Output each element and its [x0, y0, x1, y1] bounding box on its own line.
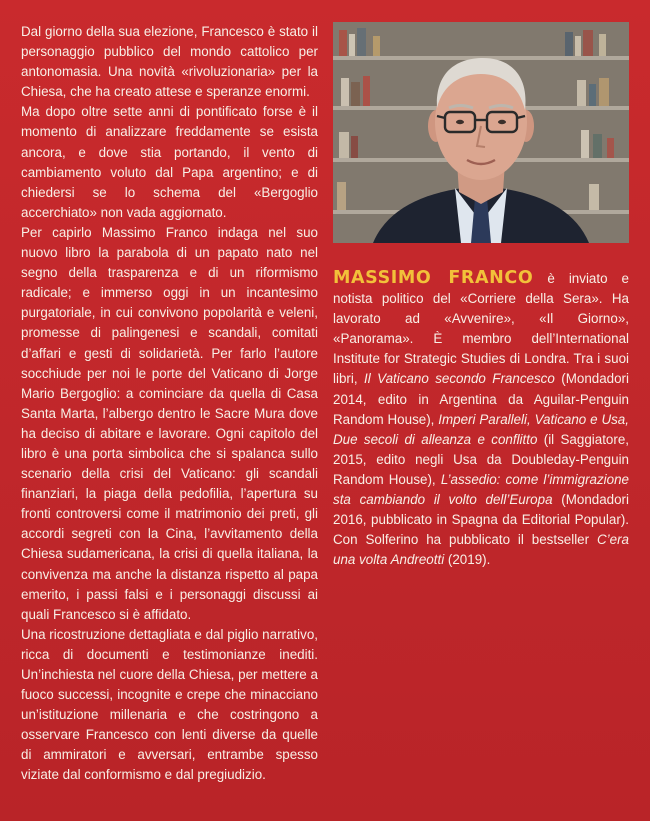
author-photo — [333, 22, 629, 243]
author-bio-part-5: (2019). — [444, 552, 491, 568]
book-title-1: Il Vaticano secondo Francesco — [364, 371, 555, 387]
book-synopsis — [21, 22, 318, 786]
author-bio — [333, 268, 629, 570]
book-title-4: C’era una volta Andreotti — [333, 532, 629, 568]
book-title-3: L’assedio: come l’immigrazione sta cambiando il volto dell’Europa — [333, 471, 629, 508]
author-bio-part-3: (il Saggiatore, 2015, edito negli Usa da Doubleday-Penguin Random House), — [333, 431, 629, 487]
author-bio-part-2: (Mondadori 2014, edito in Argentina da Aguilar-Penguin Random House), — [333, 371, 629, 427]
synopsis-paragraph-2: Ma dopo oltre sette anni di pontificato forse è il momento di analizzare freddamente se esista ancora, e dove stia portando, il vento di cambiamento voluto dal Papa argentino; e di chiedersi se lo schema del «Bergoglio accerchiato» non vada aggiornato. — [21, 104, 318, 220]
author-bio-part-4: (Mondadori 2016, pubblicato in Spagna da Editorial Popular). Con Solferino ha pubblicato il bestseller — [333, 492, 629, 548]
book-title-2: Imperi Paralleli, Vaticano e Usa, Due secoli di alleanza e conflitto — [333, 411, 629, 447]
author-bio-part-1: è inviato e notista politico del «Corriere della Sera». Ha lavorato ad «Avvenire», «Il Giorno», «Panorama». È membro dell’International Institute for Strategic Studies di Londra. Tra i suoi libri, — [333, 271, 630, 387]
synopsis-paragraph-1: Dal giorno della sua elezione, Francesco è stato il personaggio pubblico del mondo cattolico per antonomasia. Una novità «rivoluzionaria» per la Chiesa, che ha creato attese e speranze enormi. — [21, 24, 318, 100]
synopsis-paragraph-3: Per capirlo Massimo Franco indaga nel suo nuovo libro la parabola di un papato nato nel segno della trasparenza e di un riformismo radicale; e immerso oggi in un incantesimo purgatoriale, in cui convivono popolarità e veleni, promesse di palingenesi e scandali, comitati d’affari e gesti di solidarietà. Per farlo l’autore socchiude per noi le porte del Vaticano di Jorge Mario Bergoglio: a cominciare da quella di Casa Santa Marta, l’albergo dentro le Sacre Mura dove ha deciso di abitare e lavorare. Ogni capitolo del libro è una porta simbolica che si spalanca sullo scenario della crisi del Vaticano: gli scandali finanziari, la piaga della pedofilia, l’apertura su fronti controversi come il matrimonio dei preti, gli accordi segreti con la Cina, l’avvitamento della Chiesa sudamericana, la crisi di quella italiana, la convivenza ma anche la distanza rispetto al papa emerito, i passi falsi e i personaggi discussi ai quali Francesco si è affidato. — [21, 224, 318, 622]
synopsis-paragraph-4: Una ricostruzione dettagliata e dal piglio narrativo, ricca di documenti e testimonianze inediti. Un’inchiesta nel cuore della Chiesa, per mettere a fuoco successi, incognite e crepe che minacciano un’istituzione millenaria e che costringono a osservare Francesco con lenti diverse da quelle di ammiratori e avversari, entrambe spesso viziate dal conformismo e dal pregiudizio. — [21, 626, 318, 783]
author-name: MASSIMO FRANCO — [333, 268, 534, 288]
author-bio-text — [333, 268, 629, 570]
